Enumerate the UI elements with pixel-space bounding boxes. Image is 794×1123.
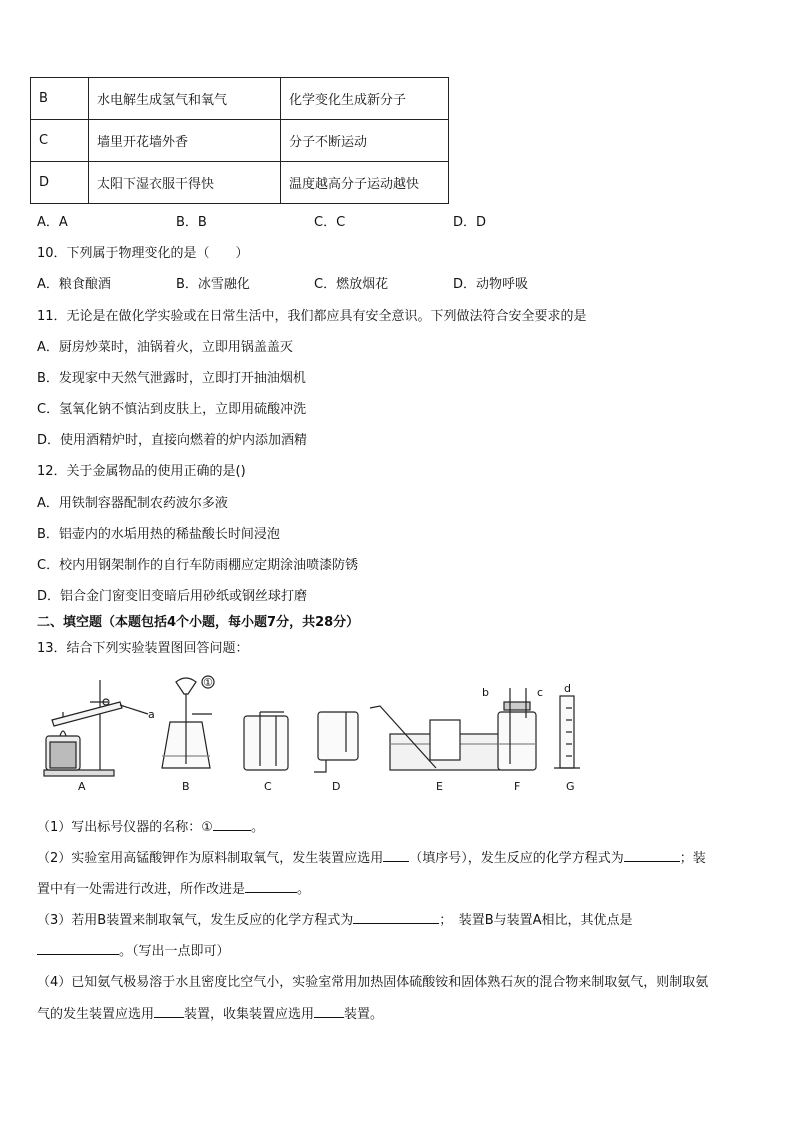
q10-option-a: A．粮食酿酒 bbox=[37, 277, 111, 292]
q13-part2-text: （2）实验室用高锰酸钾作为原料制取氧气，发生装置应选用 bbox=[37, 851, 384, 866]
q12-option-b: B．铝壶内的水垢用热的稀盐酸长时间浸泡 bbox=[37, 527, 280, 542]
q11-option-a: A．厨房炒菜时，油锅着火，立即用锅盖盖灭 bbox=[37, 340, 293, 355]
answer-blank[interactable] bbox=[383, 849, 409, 862]
label-c: C bbox=[264, 780, 272, 793]
q9-option-d: D．D bbox=[453, 215, 487, 230]
q10-option-c: C．燃放烟花 bbox=[314, 277, 389, 292]
answer-blank[interactable] bbox=[353, 911, 439, 924]
options-table bbox=[30, 77, 449, 204]
row-explanation: 化学变化生成新分子 bbox=[281, 78, 449, 120]
answer-blank[interactable] bbox=[154, 1005, 184, 1018]
apparatus-b bbox=[162, 676, 214, 768]
q13-part4-cont bbox=[37, 1003, 383, 1022]
q10-stem: 10．下列属于物理变化的是（ ） bbox=[37, 246, 249, 261]
apparatus-a bbox=[44, 680, 148, 776]
mark-c: c bbox=[537, 686, 544, 699]
q13-stem: 13．结合下列实验装置图回答问题： bbox=[37, 641, 249, 656]
q13-part1-text: （1）写出标号仪器的名称：① bbox=[37, 820, 213, 835]
mark-a: a bbox=[148, 708, 155, 721]
q9-option-c: C．C bbox=[314, 215, 346, 230]
q13-part3-cont bbox=[37, 940, 230, 959]
table-row bbox=[31, 162, 449, 204]
label-f: F bbox=[514, 780, 521, 793]
row-letter: B bbox=[31, 78, 89, 120]
q13-part1-end: 。 bbox=[250, 820, 264, 835]
row-phenomenon: 水电解生成氢气和氧气 bbox=[89, 78, 281, 120]
q13-part4-end: 装置。 bbox=[344, 1007, 384, 1022]
row-explanation: 分子不断运动 bbox=[281, 120, 449, 162]
q11-option-c: C．氢氧化钠不慎沾到皮肤上，立即用硫酸冲洗 bbox=[37, 402, 307, 417]
label-d: D bbox=[332, 780, 341, 793]
q12-option-c: C．校内用钢架制作的自行车防雨棚应定期涂油喷漆防锈 bbox=[37, 558, 359, 573]
apparatus-f bbox=[498, 688, 536, 770]
q13-part3-text2: ； 装置B与装置A相比，其优点是 bbox=[439, 913, 633, 928]
answer-blank[interactable] bbox=[245, 880, 297, 893]
q13-part4-text2: 气的发生装置应选用 bbox=[37, 1007, 155, 1022]
q13-part2-cont bbox=[37, 878, 310, 897]
answer-blank[interactable] bbox=[213, 818, 251, 831]
q13-part2-text3: ；装 bbox=[679, 851, 706, 866]
q12-option-a: A．用铁制容器配制农药波尔多液 bbox=[37, 496, 228, 511]
apparatus-g bbox=[554, 696, 580, 768]
answer-blank[interactable] bbox=[624, 849, 680, 862]
apparatus-d bbox=[314, 712, 358, 772]
label-a: A bbox=[78, 780, 86, 793]
apparatus-e bbox=[370, 706, 500, 770]
q12-stem: 12．关于金属物品的使用正确的是() bbox=[37, 464, 246, 479]
row-explanation: 温度越高分子运动越快 bbox=[281, 162, 449, 204]
section-heading: 二、填空题（本题包括4个小题，每小题7分，共28分） bbox=[37, 615, 360, 630]
mark-1: ① bbox=[203, 676, 213, 689]
row-letter: D bbox=[31, 162, 89, 204]
row-phenomenon: 墙里开花墙外香 bbox=[89, 120, 281, 162]
q13-part4-text3: 装置，收集装置应选用 bbox=[184, 1007, 315, 1022]
q10-option-d: D．动物呼吸 bbox=[453, 277, 529, 292]
answer-blank[interactable] bbox=[37, 942, 119, 955]
row-phenomenon: 太阳下湿衣服干得快 bbox=[89, 162, 281, 204]
q13-part3-text: （3）若用B装置来制取氧气，发生反应的化学方程式为 bbox=[37, 913, 354, 928]
table-row bbox=[31, 120, 449, 162]
q9-option-b: B．B bbox=[176, 215, 207, 230]
table-row bbox=[31, 78, 449, 120]
q13-part1 bbox=[37, 816, 264, 835]
row-letter: C bbox=[31, 120, 89, 162]
q13-part3-text3: 。（写出一点即可） bbox=[119, 944, 230, 959]
q9-option-a: A．A bbox=[37, 215, 68, 230]
q11-option-b: B．发现家中天然气泄露时，立即打开抽油烟机 bbox=[37, 371, 306, 386]
q10-option-b: B．冰雪融化 bbox=[176, 277, 250, 292]
q13-part2-text4: 置中有一处需进行改进，所作改进是 bbox=[37, 882, 246, 897]
q11-option-d: D．使用酒精炉时，直接向燃着的炉内添加酒精 bbox=[37, 433, 308, 448]
q13-part4: （4）已知氨气极易溶于水且密度比空气小，实验室常用加热固体硫酸铵和固体熟石灰的混合物来制取氨气，则制取氨 bbox=[37, 975, 709, 990]
label-g: G bbox=[566, 780, 575, 793]
q12-option-d: D．铝合金门窗变旧变暗后用砂纸或钢丝球打磨 bbox=[37, 589, 308, 604]
q13-part2-text2: （填序号），发生反应的化学方程式为 bbox=[409, 851, 624, 866]
apparatus-c bbox=[244, 712, 288, 770]
q13-part2-end: 。 bbox=[297, 882, 311, 897]
apparatus-diagram bbox=[30, 672, 590, 798]
q13-part3 bbox=[37, 909, 633, 928]
mark-b: b bbox=[482, 686, 489, 699]
answer-blank[interactable] bbox=[314, 1005, 344, 1018]
mark-d: d bbox=[564, 682, 571, 695]
label-e: E bbox=[436, 780, 443, 793]
q13-part2 bbox=[37, 847, 706, 866]
label-b: B bbox=[182, 780, 190, 793]
q11-stem: 11．无论是在做化学实验或在日常生活中，我们都应具有安全意识。下列做法符合安全要求的是 bbox=[37, 309, 587, 324]
